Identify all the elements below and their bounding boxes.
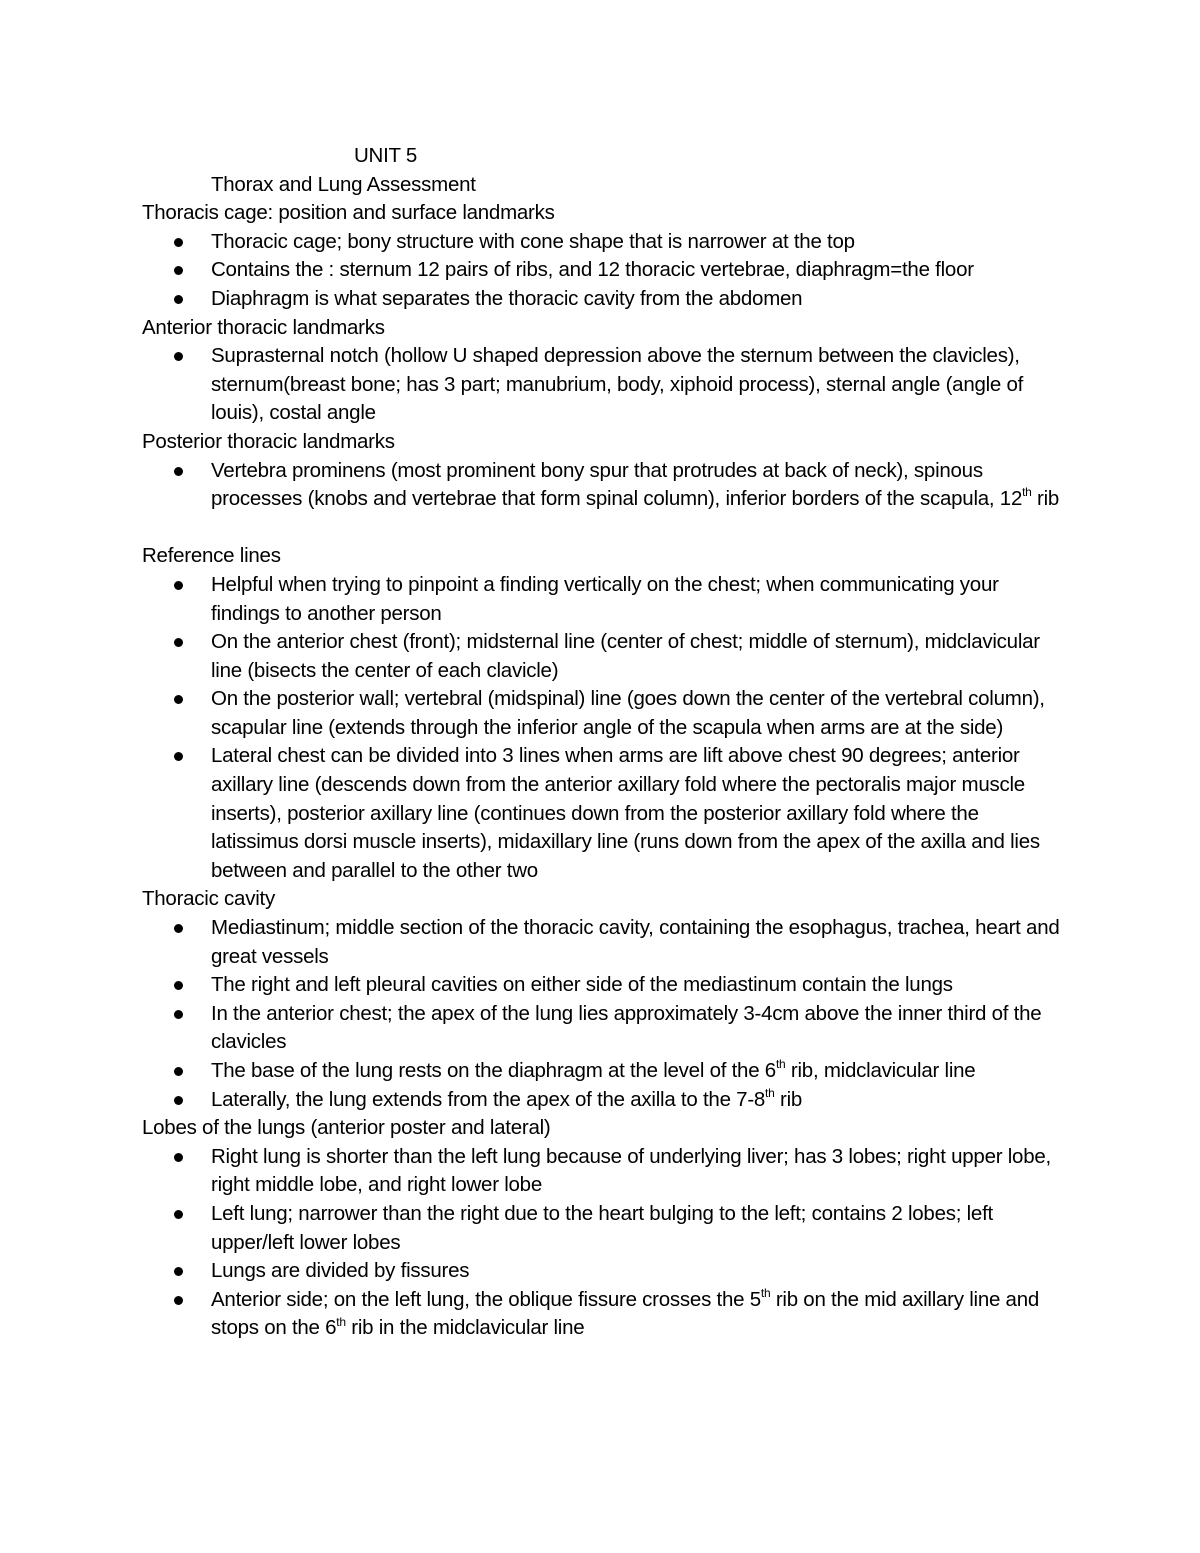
bullet-text: Anterior side; on the left lung, the oblique fissure crosses the 5th rib on the mid axillary line and stops on the 6th rib in the midclavicular line (211, 1285, 1040, 1340)
bullet-item (142, 914, 1062, 971)
bullet-text: Lateral chest can be divided into 3 lines when arms are lift above chest 90 degrees; anterior axillary line (descends down from the anterior axillary fold where the pectoralis major muscle inserts), posterior axillary line (continues down from the posterior axillary fold where the latissimus dorsi muscle inserts), midaxillary line (runs down from the apex of the axilla and lies between and parallel to the other two (211, 744, 1040, 882)
bullet-dot-icon (174, 581, 183, 590)
bullet-list (142, 457, 1062, 514)
section-heading: Anterior thoracic landmarks (142, 315, 385, 339)
bullet-dot-icon (174, 1296, 183, 1305)
bullet-text: Diaphragm is what separates the thoracic cavity from the abdomen (211, 286, 803, 310)
section-heading: Lobes of the lungs (anterior poster and lateral) (142, 1116, 551, 1140)
bullet-item (142, 1143, 1062, 1200)
bullet-item (142, 342, 1062, 428)
bullet-text: Mediastinum; middle section of the thoracic cavity, containing the esophagus, trachea, heart and great vessels (211, 916, 1060, 968)
bullet-dot-icon (174, 1010, 183, 1019)
bullet-dot-icon (174, 1267, 183, 1276)
bullet-dot-icon (174, 266, 183, 275)
bullet-list (142, 228, 1062, 314)
bullet-dot-icon (174, 1096, 183, 1105)
section-heading: Thoracic cavity (142, 887, 275, 911)
bullet-item (142, 1086, 1062, 1115)
bullet-dot-icon (174, 752, 183, 761)
bullet-item (142, 1200, 1062, 1257)
section-heading: Thoracis cage: position and surface landmarks (142, 201, 555, 225)
bullet-item (142, 1286, 1062, 1343)
bullet-item (142, 971, 1062, 1000)
bullet-text: Vertebra prominens (most prominent bony spur that protrudes at back of neck), spinous processes (knobs and vertebrae that form spinal column), inferior borders of the scapula, 12th rib (211, 458, 1060, 511)
section-heading: Reference lines (142, 544, 281, 568)
bullet-dot-icon (174, 1153, 183, 1162)
bullet-list (142, 914, 1062, 1114)
bullet-list (142, 571, 1062, 886)
bullet-item (142, 1257, 1062, 1286)
bullet-item (142, 1000, 1062, 1057)
doc-title: UNIT 5 (354, 144, 418, 167)
bullet-text: On the posterior wall; vertebral (midspinal) line (goes down the center of the vertebral column), scapular line (extends through the inferior angle of the scapula when arms are at the side) (211, 687, 1045, 739)
bullet-item (142, 228, 1062, 257)
bullet-dot-icon (174, 467, 183, 476)
bullet-text: Laterally, the lung extends from the apex of the axilla to the 7-8th rib (211, 1085, 803, 1111)
superscript: th (336, 1314, 346, 1329)
superscript: th (775, 1057, 786, 1072)
superscript: th (1022, 485, 1032, 500)
bullet-text: On the anterior chest (front); midsternal line (center of chest; middle of sternum), midclavicular line (bisects the center of each clavicle) (211, 630, 1040, 682)
bullet-item (142, 571, 1062, 628)
section-heading: Posterior thoracic landmarks (142, 429, 395, 453)
bullet-text: Contains the : sternum 12 pairs of ribs, and 12 thoracic vertebrae, diaphragm=the floor (211, 258, 974, 282)
bullet-item (142, 285, 1062, 314)
bullet-text: Left lung; narrower than the right due to the heart bulging to the left; contains 2 lobes; left upper/left lower lobes (211, 1201, 993, 1254)
bullet-item (142, 1057, 1062, 1086)
bullet-text: Helpful when trying to pinpoint a finding vertically on the chest; when communicating your findings to another person (211, 572, 999, 625)
bullet-item (142, 628, 1062, 685)
bullet-dot-icon (174, 924, 183, 933)
doc-subtitle: Thorax and Lung Assessment (211, 172, 476, 196)
bullet-item (142, 685, 1062, 742)
bullet-text: Thoracic cage; bony structure with cone shape that is narrower at the top (211, 229, 855, 253)
bullet-text: Suprasternal notch (hollow U shaped depression above the sternum between the clavicles), sternum(breast bone; has 3 part; manubrium, body, xiphoid process), sternal angle (angle of louis), costal angle (211, 344, 1024, 425)
bullet-text: In the anterior chest; the apex of the lung lies approximately 3-4cm above the inner third of the clavicles (211, 1001, 1042, 1054)
bullet-dot-icon (174, 981, 183, 990)
bullet-list (142, 1143, 1062, 1343)
bullet-item (142, 256, 1062, 285)
bullet-dot-icon (174, 638, 183, 647)
bullet-dot-icon (174, 352, 183, 361)
bullet-item (142, 457, 1062, 514)
bullet-text: Lungs are divided by fissures (211, 1259, 470, 1283)
document-body (142, 142, 1062, 1343)
bullet-text: The base of the lung rests on the diaphragm at the level of the 6th rib, midclavicular line (211, 1057, 976, 1082)
bullet-text: The right and left pleural cavities on either side of the mediastinum contain the lungs (211, 973, 953, 997)
sections-container (142, 199, 1062, 1343)
bullet-dot-icon (174, 695, 183, 704)
bullet-dot-icon (174, 295, 183, 304)
superscript: th (760, 1285, 771, 1300)
bullet-dot-icon (174, 1067, 183, 1076)
bullet-dot-icon (174, 1210, 183, 1219)
superscript: th (765, 1085, 775, 1100)
bullet-item (142, 742, 1062, 885)
bullet-text: Right lung is shorter than the left lung because of underlying liver; has 3 lobes; right upper lobe, right middle lobe, and right lower lobe (211, 1144, 1051, 1197)
bullet-list (142, 342, 1062, 428)
bullet-dot-icon (174, 238, 183, 247)
blank-line (142, 514, 1062, 543)
